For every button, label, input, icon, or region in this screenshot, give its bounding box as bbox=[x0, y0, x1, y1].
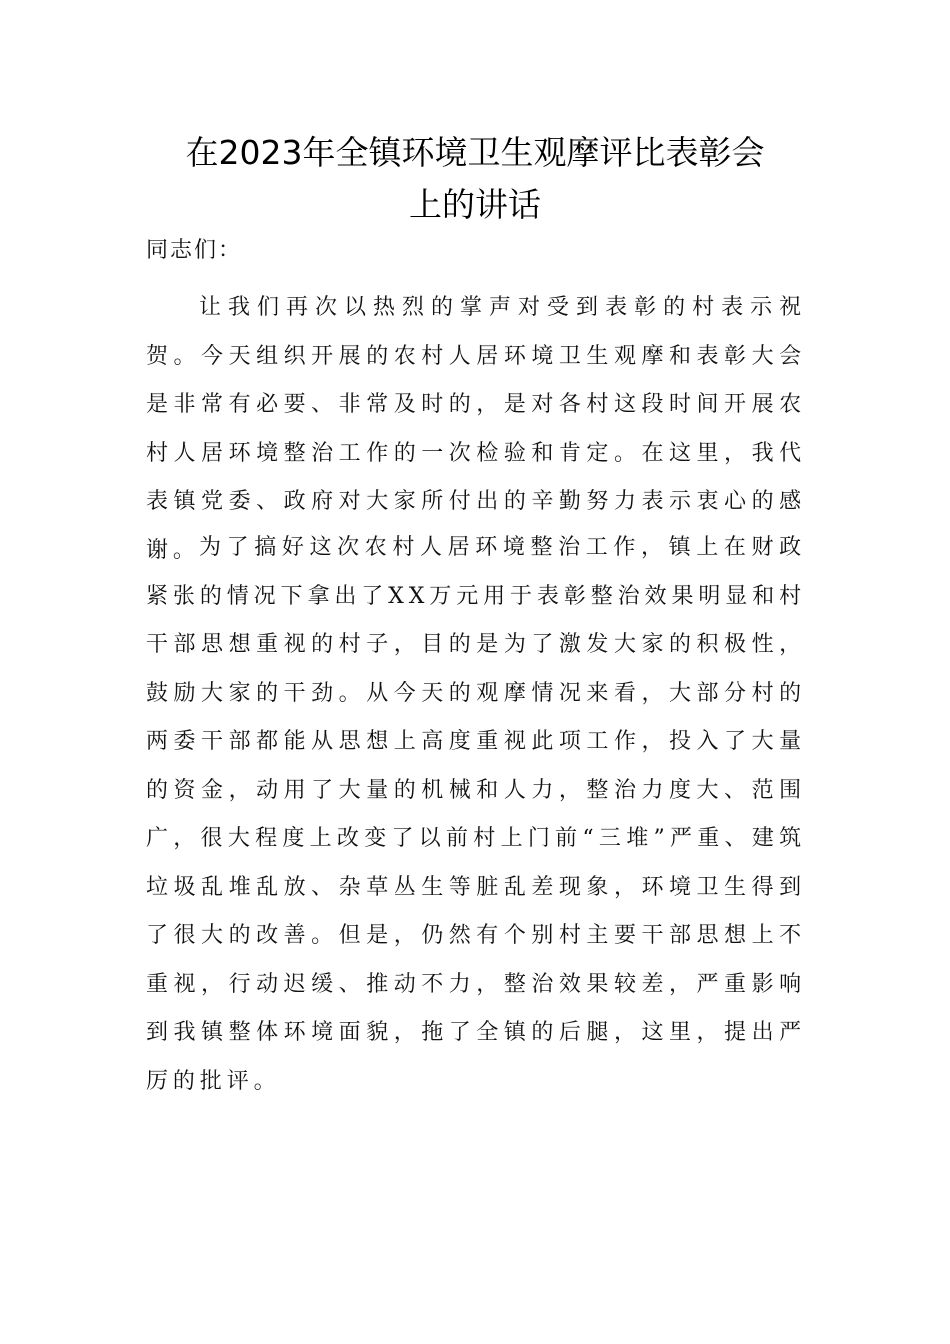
document-title-line-1: 在2023年全镇环境卫生观摩评比表彰会 bbox=[185, 133, 765, 172]
salutation: 同志们： bbox=[146, 238, 243, 263]
body-paragraph-1: 让我们再次以热烈的掌声对受到表彰的村表示祝贺。今天组织开展的农村人居环境卫生观摩和表彰大会是非常有必要、非常及时的，是对各村这段时间开展农村人居环境整治工作的一次检验和肯定。在这里，我代表镇党委、政府对大家所付出的辛勤努力表示衷心的感谢。 bbox=[146, 295, 806, 563]
document-title-line-2: 上的讲话 bbox=[409, 185, 541, 224]
body-paragraph-2: 为了搞好这次农村人居环境整治工作，镇上在财政紧张的情况下拿出了XX万元用于表彰整治效果明显和村干部思想重视的村子，目的是为了激发大家的积极性，鼓励大家的干劲。从今天的观摩情况来看，大部分村的两委干部都能从思想上高度重视此项工作，投入了大量的资金，动用了大量的机械和人力，整治力度大、范围广，很大程度上改变了以前村上门前“三堆”严重、建筑垃圾乱堆乱放、杂草丛生等脏乱差现象，环境卫生得到了很大的改善。但是，仍然有个别村主要干部思想上不重视，行动迟缓、推动不力，整治效果较差，严重影响到我镇整体环境面貌，拖了全镇的后腿，这里，提出严厉的批评。 bbox=[146, 535, 806, 1094]
